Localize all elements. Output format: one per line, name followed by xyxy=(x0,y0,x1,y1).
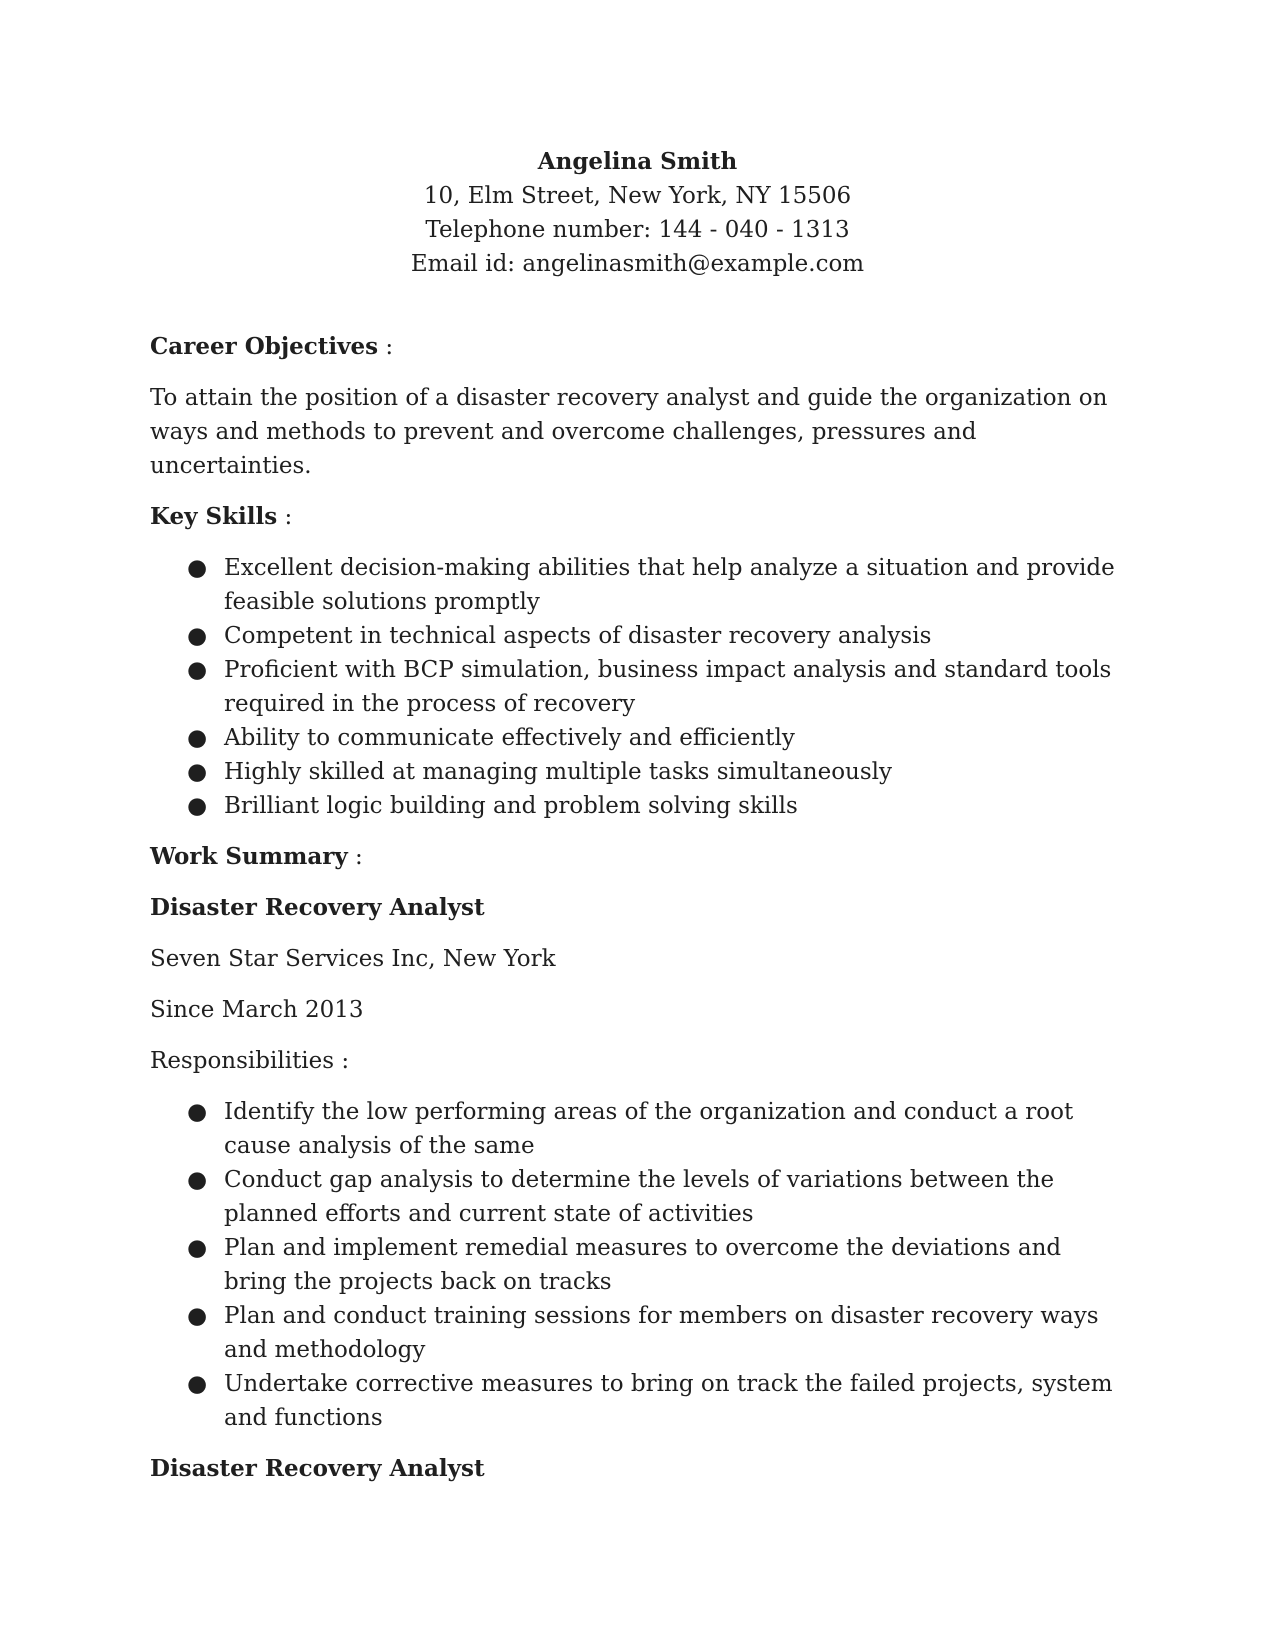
responsibility-item xyxy=(150,1231,1130,1299)
job-period: Since March 2013 xyxy=(150,997,364,1023)
skill-item xyxy=(150,551,1130,619)
work-summary-colon: : xyxy=(347,844,363,870)
bullet-icon: ● xyxy=(187,1167,208,1193)
career-objectives-colon: : xyxy=(378,334,394,360)
bullet-icon: ● xyxy=(187,793,208,819)
candidate-name: Angelina Smith xyxy=(537,148,738,175)
key-skills-colon: : xyxy=(277,504,293,530)
responsibility-text: Plan and conduct training sessions for members on disaster recovery ways and methodology xyxy=(224,1303,1099,1363)
telephone-line: Telephone number: 144 - 040 - 1313 xyxy=(425,217,850,243)
career-objectives-heading xyxy=(150,330,1130,364)
bullet-icon: ● xyxy=(187,1235,208,1261)
skill-text: Highly skilled at managing multiple tasks simultaneously xyxy=(224,759,893,785)
bullet-icon: ● xyxy=(187,759,208,785)
bullet-icon: ● xyxy=(187,1099,208,1125)
responsibility-item xyxy=(150,1299,1130,1367)
responsibility-item xyxy=(150,1095,1130,1163)
job-company: Seven Star Services Inc, New York xyxy=(150,946,556,972)
skill-item xyxy=(150,755,1130,789)
skill-text: Ability to communicate effectively and efficiently xyxy=(224,725,795,751)
bullet-icon: ● xyxy=(187,725,208,751)
career-objectives-title: Career Objectives xyxy=(150,333,379,360)
skill-text: Excellent decision-making abilities that help analyze a situation and provide feasible solutions promptly xyxy=(224,555,1115,615)
bullet-icon: ● xyxy=(187,1371,208,1397)
skill-item xyxy=(150,619,1130,653)
key-skills-heading xyxy=(150,500,1130,534)
work-summary-heading xyxy=(150,840,1130,874)
responsibilities-list xyxy=(150,1095,1130,1435)
responsibilities-label: Responsibilities : xyxy=(150,1048,350,1074)
skill-item xyxy=(150,653,1130,721)
skill-item xyxy=(150,789,1130,823)
responsibility-text: Plan and implement remedial measures to overcome the deviations and bring the projects back on tracks xyxy=(224,1235,1062,1295)
responsibility-text: Conduct gap analysis to determine the levels of variations between the planned efforts and current state of activities xyxy=(224,1167,1055,1227)
responsibility-text: Undertake corrective measures to bring on track the failed projects, system and functions xyxy=(224,1371,1113,1431)
skill-item xyxy=(150,721,1130,755)
contact-header xyxy=(0,145,1275,281)
resume-body xyxy=(150,330,1130,1503)
skill-text: Competent in technical aspects of disaster recovery analysis xyxy=(224,623,932,649)
career-objectives-text: To attain the position of a disaster recovery analyst and guide the organization on ways and methods to prevent and overcome challenges, pressures and uncertainties. xyxy=(150,385,1108,479)
bullet-icon: ● xyxy=(187,657,208,683)
skill-text: Brilliant logic building and problem solving skills xyxy=(224,793,798,819)
key-skills-list xyxy=(150,551,1130,823)
bullet-icon: ● xyxy=(187,555,208,581)
email-line: Email id: angelinasmith@example.com xyxy=(410,251,865,277)
bullet-icon: ● xyxy=(187,1303,208,1329)
responsibility-item xyxy=(150,1367,1130,1435)
job-title: Disaster Recovery Analyst xyxy=(150,894,485,921)
key-skills-title: Key Skills xyxy=(150,503,278,530)
skill-text: Proficient with BCP simulation, business impact analysis and standard tools required in the process of recovery xyxy=(224,657,1112,717)
job-title: Disaster Recovery Analyst xyxy=(150,1455,485,1482)
responsibility-text: Identify the low performing areas of the organization and conduct a root cause analysis of the same xyxy=(224,1099,1074,1159)
responsibility-item xyxy=(150,1163,1130,1231)
address-line: 10, Elm Street, New York, NY 15506 xyxy=(423,183,852,209)
bullet-icon: ● xyxy=(187,623,208,649)
work-summary-title: Work Summary xyxy=(150,843,348,870)
